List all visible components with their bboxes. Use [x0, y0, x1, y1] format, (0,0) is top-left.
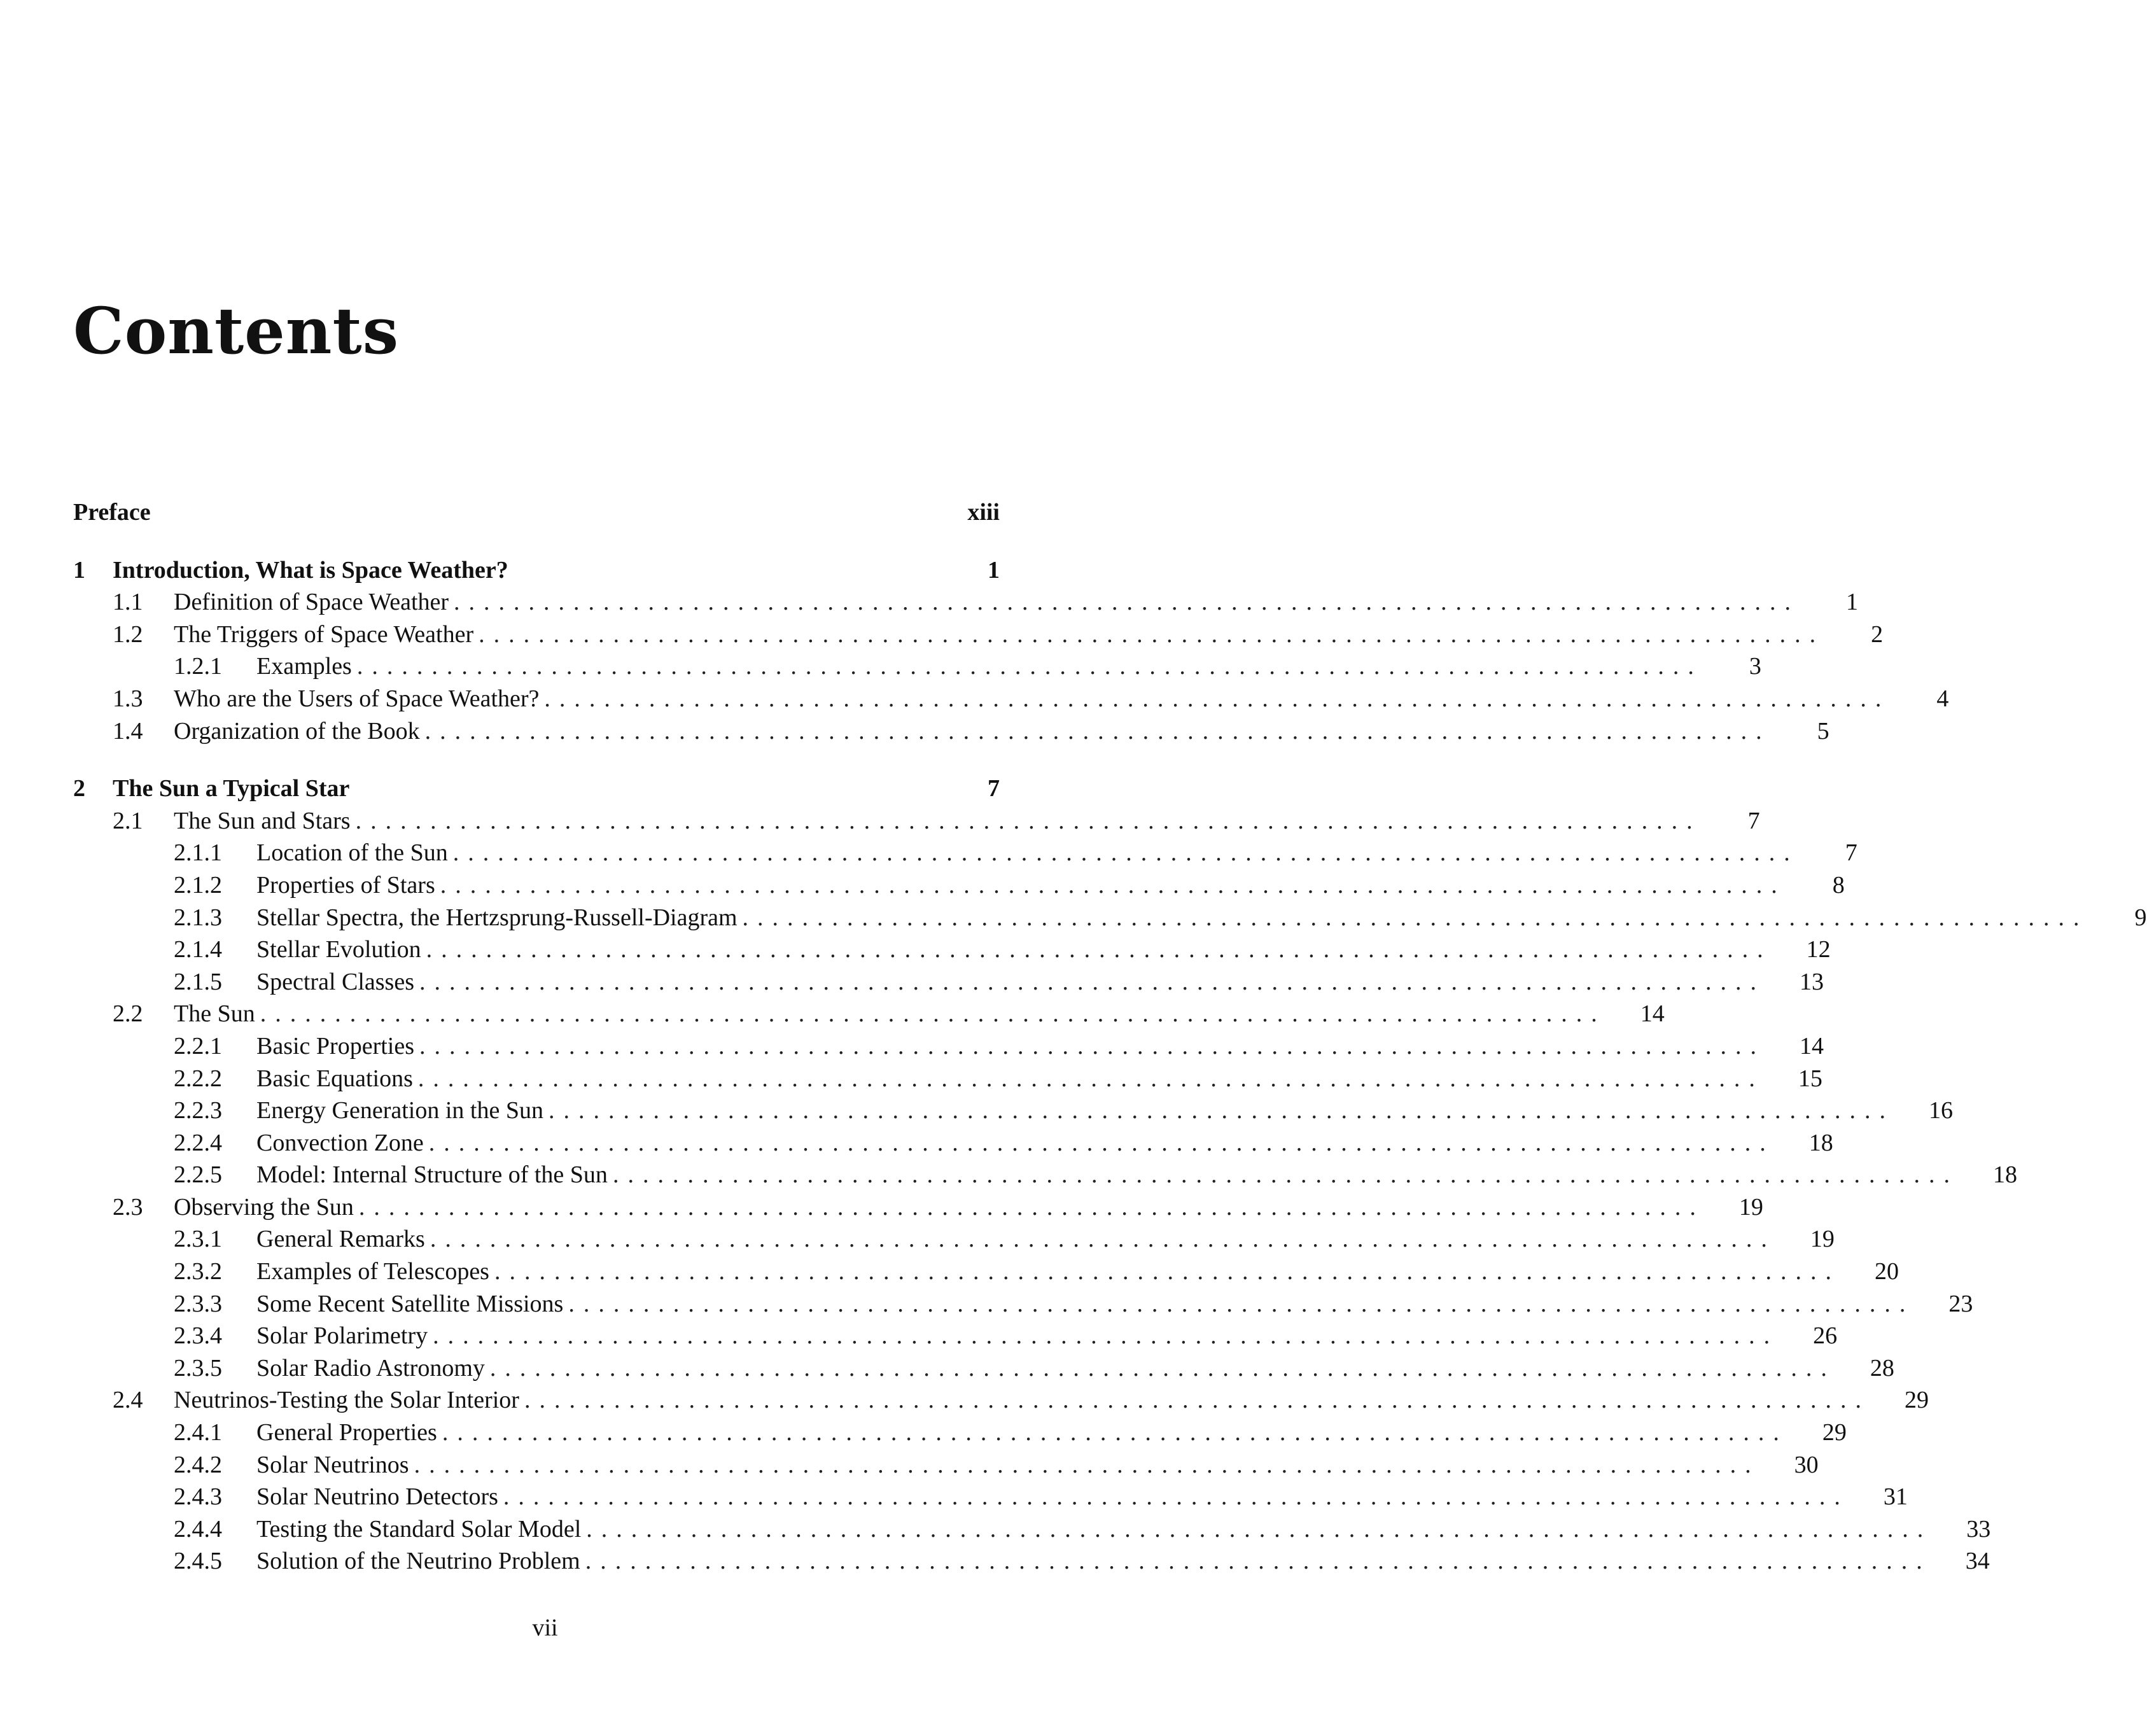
toc-title: The Sun	[174, 1000, 255, 1028]
toc-title: Location of the Sun	[256, 839, 448, 867]
toc-entry-subsection[interactable]	[73, 902, 2147, 934]
toc-number: 1.3	[113, 685, 143, 712]
toc-entry-subsection[interactable]	[73, 1063, 1822, 1095]
toc-title: Introduction, What is Space Weather?	[113, 556, 508, 584]
toc-number: 2	[73, 775, 85, 802]
dot-leader: ..........................................................................................	[440, 871, 1786, 899]
toc-number: 2.3.4	[174, 1322, 222, 1350]
toc-number: 1.2.1	[174, 653, 222, 680]
toc-page-number: 29	[1904, 1387, 1929, 1414]
toc-page-number: 7	[988, 775, 1000, 802]
toc-title: Solar Radio Astronomy	[256, 1354, 485, 1382]
toc-entry-subsection[interactable]	[73, 1320, 1838, 1352]
dot-leader: ..........................................................................................	[585, 1548, 1931, 1575]
toc-page-number: 18	[1808, 1129, 1833, 1156]
toc-page-number: 19	[1810, 1226, 1835, 1253]
toc-title: Organization of the Book	[174, 717, 420, 745]
toc-number: 2.1.4	[174, 936, 222, 963]
page-number-footer: vii	[532, 1614, 558, 1641]
toc-title: Solar Neutrino Detectors	[256, 1483, 498, 1511]
dot-leader: ..........................................................................................	[419, 968, 1766, 995]
dot-leader: ..........................................................................................	[524, 1387, 1870, 1414]
dot-leader: ..........................................................................................	[419, 1032, 1766, 1060]
toc-title: General Remarks	[256, 1226, 425, 1253]
dot-leader: ..........................................................................................	[358, 1193, 1705, 1221]
dot-leader: ..........................................................................................	[428, 1129, 1775, 1156]
toc-entry-subsection[interactable]	[73, 1513, 1991, 1546]
toc-entry-subsection[interactable]	[73, 1127, 1833, 1159]
toc-entry-section[interactable]	[73, 619, 1884, 651]
toc-page-number: 7	[1747, 807, 1760, 834]
toc-page-number: 15	[1798, 1065, 1822, 1092]
toc-title: Observing the Sun	[174, 1193, 354, 1221]
toc-entry-subsection[interactable]	[73, 1417, 1847, 1449]
toc-number: 2.3.5	[174, 1354, 222, 1382]
toc-title: Model: Internal Structure of the Sun	[256, 1161, 608, 1189]
toc-number: 2.2	[113, 1000, 143, 1028]
toc-number: 1	[73, 556, 85, 584]
toc-number: 2.4.3	[174, 1483, 222, 1511]
dot-leader: ..........................................................................................	[503, 1483, 1849, 1511]
toc-page-number: 7	[1845, 839, 1857, 867]
toc-page-number: 8	[1832, 871, 1845, 899]
toc-page-number: 1	[988, 556, 1000, 584]
toc-number: 2.2.4	[174, 1129, 222, 1156]
toc-number: 2.1.3	[174, 904, 222, 931]
dot-leader: ..........................................................................................	[494, 1258, 1840, 1285]
dot-leader: ..........................................................................................	[442, 1419, 1788, 1446]
toc-page-number: 20	[1874, 1258, 1899, 1285]
toc-entry-subsection[interactable]	[73, 1288, 1973, 1320]
toc-entry-section[interactable]	[73, 805, 1760, 837]
toc-title: The Triggers of Space Weather	[174, 620, 474, 648]
toc-number: 2.4.1	[174, 1419, 222, 1446]
toc-title: General Properties	[256, 1419, 437, 1446]
dot-leader: ..........................................................................................	[356, 653, 1703, 680]
toc-page-number: 13	[1800, 968, 1824, 995]
toc-page-number: 19	[1738, 1193, 1763, 1221]
toc-page-number: 34	[1965, 1548, 1990, 1575]
dot-leader: ..........................................................................................	[424, 717, 1771, 745]
toc-entry-subsection[interactable]	[73, 1352, 1894, 1385]
toc-number: 2.1.1	[174, 839, 222, 867]
toc-page-number: 14	[1800, 1032, 1824, 1060]
toc-title: Basic Properties	[256, 1032, 415, 1060]
toc-page-number: 30	[1794, 1451, 1819, 1478]
toc-entry-subsection[interactable]	[73, 650, 1761, 683]
toc-title: Stellar Spectra, the Hertzsprung-Russell-Diagram	[256, 904, 738, 931]
toc-entry-subsection[interactable]	[73, 1159, 2017, 1191]
toc-entry-section[interactable]	[73, 586, 1859, 619]
toc-page-number: xiii	[967, 499, 1000, 526]
toc-entry-subsection[interactable]	[73, 1449, 1819, 1481]
toc-number: 1.2	[113, 620, 143, 648]
toc-number: 2.3.2	[174, 1258, 222, 1285]
toc-number: 1.4	[113, 717, 143, 745]
toc-page-number: 31	[1883, 1483, 1908, 1511]
toc-title: Definition of Space Weather	[174, 589, 449, 616]
dot-leader: ..........................................................................................	[612, 1161, 1959, 1189]
toc-title: Testing the Standard Solar Model	[256, 1515, 582, 1543]
toc-number: 1.1	[113, 589, 143, 616]
toc-entry-section[interactable]	[73, 1384, 1929, 1417]
dot-leader: ..........................................................................................	[426, 936, 1772, 963]
toc-entry-subsection[interactable]	[73, 837, 1857, 869]
dot-leader: ..........................................................................................	[452, 839, 1799, 867]
toc-entry-section[interactable]	[73, 998, 1665, 1030]
toc-page-number: 2	[1871, 620, 1884, 648]
dot-leader: ..........................................................................................	[544, 685, 1891, 712]
dot-leader: ..........................................................................................	[355, 807, 1702, 834]
table-of-contents	[73, 496, 2147, 1578]
dot-leader: ..........................................................................................	[454, 589, 1800, 616]
toc-title: Solar Polarimetry	[256, 1322, 428, 1350]
toc-number: 2.4	[113, 1387, 143, 1414]
dot-leader: ..........................................................................................	[586, 1515, 1933, 1543]
toc-title: Preface	[73, 499, 151, 526]
toc-number: 2.2.5	[174, 1161, 222, 1189]
toc-title: Basic Equations	[256, 1065, 413, 1092]
toc-title: The Sun and Stars	[174, 807, 351, 834]
toc-entry-chapter-1[interactable]	[73, 554, 1000, 587]
toc-title: Convection Zone	[256, 1129, 424, 1156]
toc-page-number: 26	[1813, 1322, 1838, 1350]
toc-title: Properties of Stars	[256, 871, 435, 899]
toc-number: 2.4.2	[174, 1451, 222, 1478]
toc-entry-preface[interactable]	[73, 496, 1000, 529]
toc-page-number: 29	[1822, 1419, 1847, 1446]
toc-entry-subsection[interactable]	[73, 869, 1845, 902]
page-title: Contents	[73, 293, 400, 368]
toc-page-number: 12	[1806, 936, 1831, 963]
toc-entry-subsection[interactable]	[73, 934, 1831, 966]
toc-number: 2.4.5	[174, 1548, 222, 1575]
dot-leader: ..........................................................................................	[433, 1322, 1779, 1350]
dot-leader: ..........................................................................................	[568, 1290, 1915, 1317]
toc-entry-section[interactable]	[73, 715, 1829, 748]
toc-page-number: 14	[1640, 1000, 1665, 1028]
toc-title: Who are the Users of Space Weather?	[174, 685, 540, 712]
toc-entry-section[interactable]	[73, 683, 1949, 715]
dot-leader: ..........................................................................................	[489, 1354, 1836, 1382]
toc-page-number: 18	[1992, 1161, 2017, 1189]
toc-number: 2.3.1	[174, 1226, 222, 1253]
dot-leader: ..........................................................................................	[430, 1226, 1776, 1253]
toc-number: 2.2.2	[174, 1065, 222, 1092]
toc-number: 2.3.3	[174, 1290, 222, 1317]
toc-title: Examples	[256, 653, 352, 680]
toc-entry-subsection[interactable]	[73, 1256, 1899, 1288]
toc-page-number: 16	[1928, 1097, 1953, 1124]
toc-entry-subsection[interactable]	[73, 1545, 1990, 1578]
toc-page-number: 1	[1846, 589, 1859, 616]
toc-number: 2.2.1	[174, 1032, 222, 1060]
dot-leader: ..........................................................................................	[417, 1065, 1764, 1092]
dot-leader: ..........................................................................................	[742, 904, 2088, 931]
toc-entry-subsection[interactable]	[73, 966, 1824, 998]
dot-leader: ..........................................................................................	[260, 1000, 1606, 1028]
toc-number: 2.1.5	[174, 968, 222, 995]
toc-title: Neutrinos-Testing the Solar Interior	[174, 1387, 519, 1414]
toc-number: 2.1.2	[174, 871, 222, 899]
toc-title: Examples of Telescopes	[256, 1258, 489, 1285]
toc-page-number: 28	[1870, 1354, 1894, 1382]
toc-title: Stellar Evolution	[256, 936, 421, 963]
toc-entry-subsection[interactable]	[73, 1481, 1908, 1513]
toc-entry-subsection[interactable]	[73, 1030, 1824, 1063]
toc-title: The Sun a Typical Star	[113, 775, 350, 802]
toc-entry-subsection[interactable]	[73, 1223, 1835, 1256]
toc-page-number: 3	[1749, 653, 1761, 680]
toc-page-number: 4	[1936, 685, 1949, 712]
toc-page-number: 9	[2134, 904, 2147, 931]
dot-leader: ..........................................................................................	[479, 620, 1825, 648]
toc-title: Solution of the Neutrino Problem	[256, 1548, 580, 1575]
toc-title: Some Recent Satellite Missions	[256, 1290, 564, 1317]
toc-title: Solar Neutrinos	[256, 1451, 409, 1478]
dot-leader: ..........................................................................................	[548, 1097, 1894, 1124]
toc-page-number: 5	[1817, 717, 1829, 745]
toc-page-number: 23	[1948, 1290, 1973, 1317]
toc-number: 2.2.3	[174, 1097, 222, 1124]
toc-entry-chapter-2[interactable]	[73, 773, 1000, 805]
toc-title: Energy Generation in the Sun	[256, 1097, 543, 1124]
toc-page-number: 33	[1966, 1515, 1991, 1543]
toc-number: 2.4.4	[174, 1515, 222, 1543]
toc-entry-subsection[interactable]	[73, 1095, 1953, 1127]
toc-number: 2.3	[113, 1193, 143, 1221]
dot-leader: ..........................................................................................	[414, 1451, 1760, 1478]
toc-title: Spectral Classes	[256, 968, 415, 995]
toc-number: 2.1	[113, 807, 143, 834]
toc-entry-section[interactable]	[73, 1191, 1763, 1224]
